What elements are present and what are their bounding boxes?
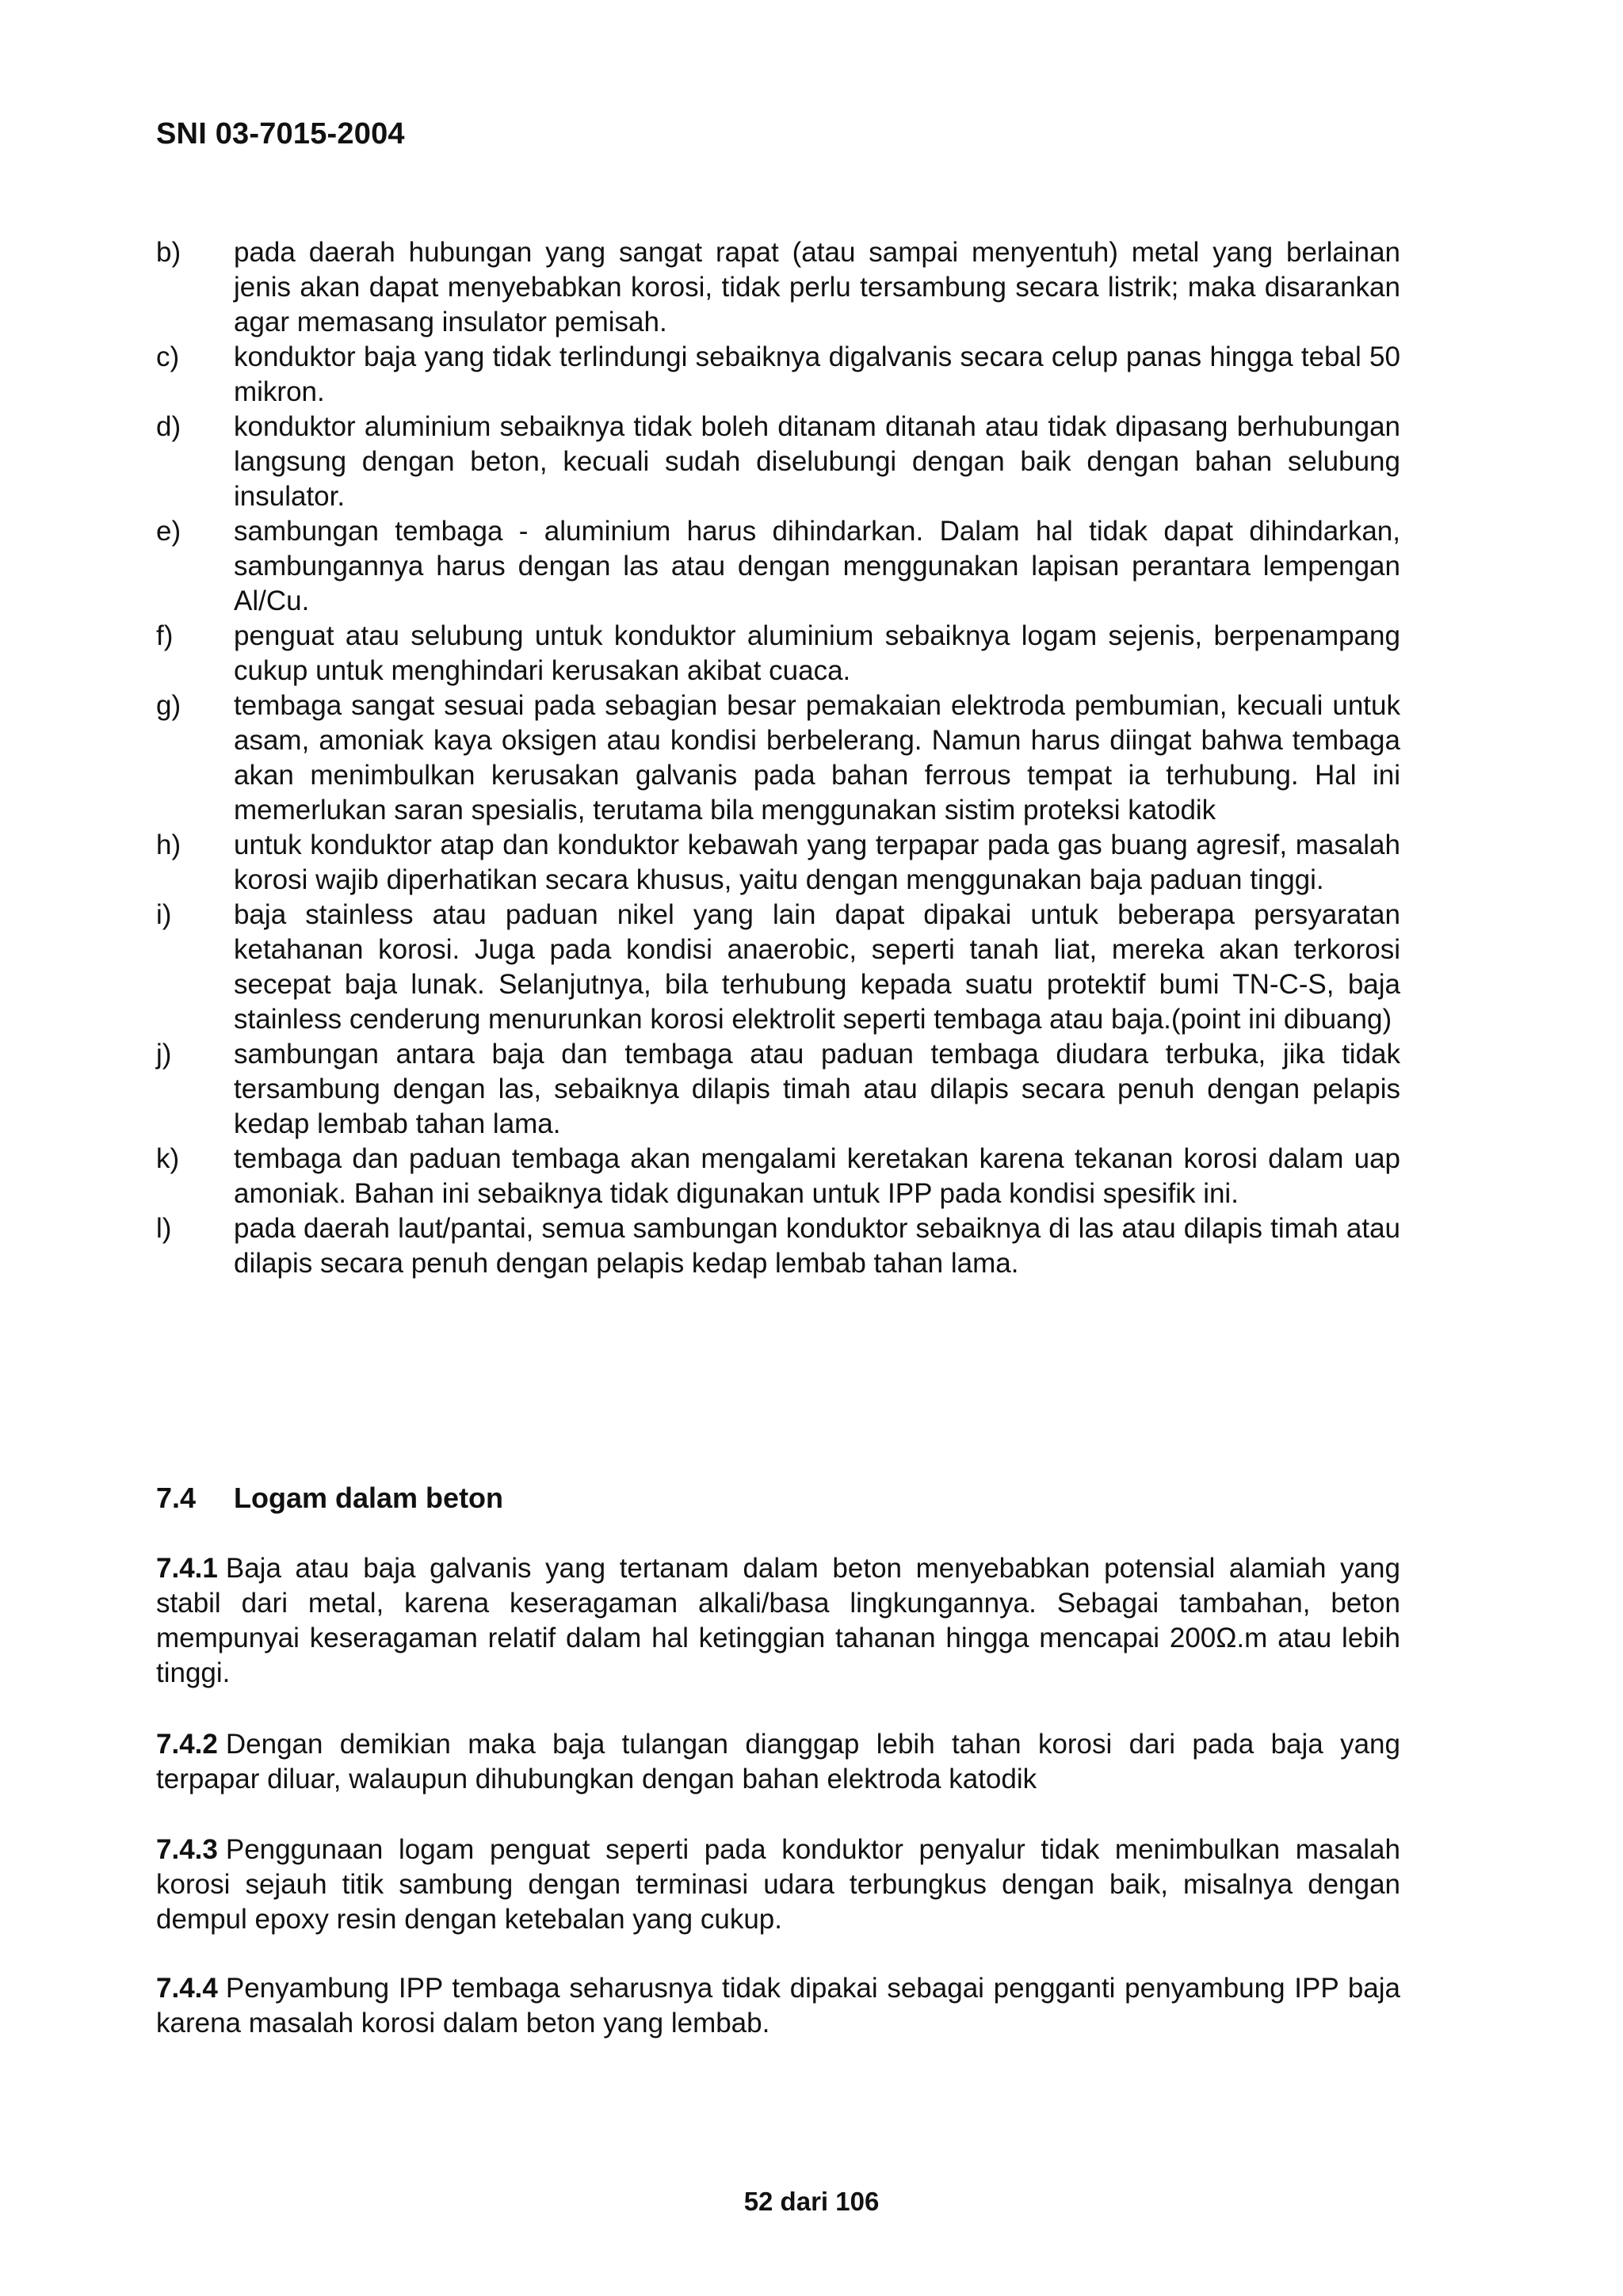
paragraph-text: Penyambung IPP tembaga seharusnya tidak dipakai sebagai pengganti penyambung IPP baja karena masalah korosi dalam beton yang lembab. (156, 1973, 1400, 2039)
list-item-text: konduktor aluminium sebaiknya tidak boleh ditanam ditanah atau tidak dipasang berhubungan langsung dengan beton, kecuali sudah diselubungi dengan baik dengan bahan selubung insulator. (234, 411, 1400, 512)
list-item-label: j) (156, 1039, 172, 1070)
list-item-text: baja stainless atau paduan nikel yang lain dapat dipakai untuk beberapa persyaratan ketahanan korosi. Juga pada kondisi anaerobic, seperti tanah liat, mereka akan terkorosi secepat baja lunak. Selanjutnya, bila terhubung kepada suatu protektif bumi TN-C-S, baja stainless cenderung menurunkan korosi elektrolit seperti tembaga atau baja.(point ini dibuang) (234, 899, 1400, 1035)
list-item-text: penguat atau selubung untuk konduktor aluminium sebaiknya logam sejenis, berpenampang cukup untuk menghindari kerusakan akibat cuaca. (234, 620, 1400, 686)
section-title: Logam dalam beton (234, 1482, 504, 1514)
list-item-text: untuk konduktor atap dan konduktor kebawah yang terpapar pada gas buang agresif, masalah korosi wajib diperhatikan secara khusus, yaitu dengan menggunakan baja paduan tinggi. (234, 830, 1400, 895)
list-item-text: sambungan antara baja dan tembaga atau paduan tembaga diudara terbuka, jika tidak tersambung dengan las, sebaiknya dilapis timah atau dilapis secara penuh dengan pelapis kedap lembab tahan lama. (234, 1039, 1400, 1139)
paragraph-text: Penggunaan logam penguat seperti pada konduktor penyalur tidak menimbulkan masalah korosi sejauh titik sambung dengan terminasi udara terbungkus dengan baik, misalnya dengan dempul epoxy resin dengan ketebalan yang cukup. (156, 1834, 1400, 1935)
paragraph-7-4-4 (156, 1971, 1400, 2041)
list-item-label: h) (156, 830, 181, 860)
paragraph-text: Dengan demikian maka baja tulangan dianggap lebih tahan korosi dari pada baja yang terpapar diluar, walaupun dihubungkan dengan bahan elektroda katodik (156, 1729, 1400, 1794)
paragraph-number: 7.4.1 (156, 1553, 218, 1584)
paragraph-text: Baja atau baja galvanis yang tertanam dalam beton menyebabkan potensial alamiah yang stabil dari metal, karena keseragaman alkali/basa lingkungannya. Sebagai tambahan, beton mempunyai keseragaman relatif dalam hal ketinggian tahanan hingga mencapai 200Ω.m atau lebih tinggi. (156, 1553, 1400, 1688)
paragraph-7-4-1 (156, 1551, 1400, 1691)
list-item-label: b) (156, 237, 181, 268)
list-item (156, 828, 1400, 898)
list-item (156, 1142, 1400, 1211)
list-item-text: pada daerah hubungan yang sangat rapat (atau sampai menyentuh) metal yang berlainan jenis akan dapat menyebabkan korosi, tidak perlu tersambung secara listrik; maka disarankan agar memasang insulator pemisah. (234, 237, 1400, 338)
section-heading (156, 1482, 503, 1515)
paragraph-7-4-2 (156, 1727, 1400, 1797)
paragraph-number: 7.4.2 (156, 1729, 218, 1760)
requirements-list (156, 235, 1400, 1281)
list-item-label: d) (156, 411, 181, 442)
list-item-label: f) (156, 620, 174, 651)
list-item-label: g) (156, 690, 181, 721)
list-item-label: e) (156, 516, 181, 547)
list-item-text: konduktor baja yang tidak terlindungi sebaiknya digalvanis secara celup panas hingga tebal 50 mikron. (234, 341, 1400, 407)
list-item (156, 340, 1400, 410)
list-item-text: tembaga dan paduan tembaga akan mengalami keretakan karena tekanan korosi dalam uap amoniak. Bahan ini sebaiknya tidak digunakan untuk IPP pada kondisi spesifik ini. (234, 1143, 1400, 1209)
list-item-label: k) (156, 1143, 180, 1174)
list-item-label: c) (156, 341, 180, 372)
list-item-text: sambungan tembaga - aluminium harus dihindarkan. Dalam hal tidak dapat dihindarkan, sambungannya harus dengan las atau dengan menggunakan lapisan perantara lempengan Al/Cu. (234, 516, 1400, 616)
list-item-text: pada daerah laut/pantai, semua sambungan konduktor sebaiknya di las atau dilapis timah atau dilapis secara penuh dengan pelapis kedap lembab tahan lama. (234, 1213, 1400, 1279)
list-item (156, 1037, 1400, 1142)
document-id-header: SNI 03-7015-2004 (156, 117, 405, 151)
list-item (156, 514, 1400, 619)
list-item (156, 898, 1400, 1037)
paragraph-number: 7.4.3 (156, 1834, 218, 1865)
list-item-label: i) (156, 899, 172, 930)
paragraph-7-4-3 (156, 1833, 1400, 1937)
list-item (156, 235, 1400, 340)
paragraph-number: 7.4.4 (156, 1973, 218, 2004)
page-number-footer: 52 dari 106 (743, 2187, 880, 2216)
list-item-text: tembaga sangat sesuai pada sebagian besar pemakaian elektroda pembumian, kecuali untuk asam, amoniak kaya oksigen atau kondisi berbelerang. Namun harus diingat bahwa tembaga akan menimbulkan kerusakan galvanis pada bahan ferrous tempat ia terhubung. Hal ini memerlukan saran spesialis, terutama bila menggunakan sistim proteksi katodik (234, 690, 1400, 826)
list-item (156, 1211, 1400, 1281)
section-number: 7.4 (156, 1482, 197, 1514)
list-item (156, 688, 1400, 828)
list-item (156, 619, 1400, 688)
list-item (156, 410, 1400, 514)
list-item-label: l) (156, 1213, 172, 1244)
